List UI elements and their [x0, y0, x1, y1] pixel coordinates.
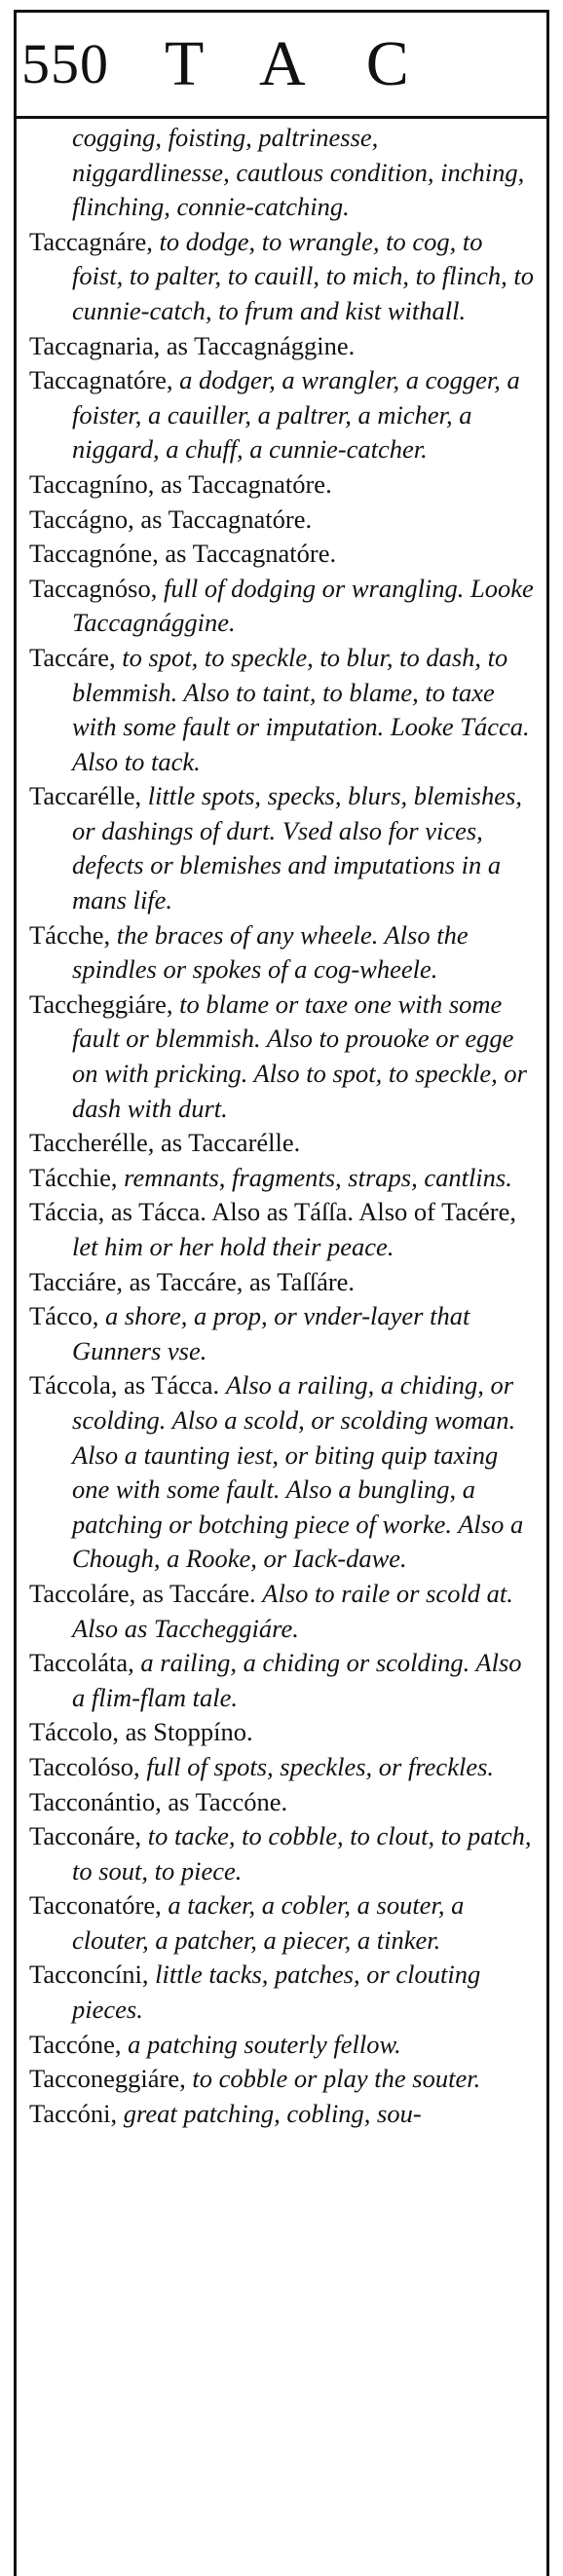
entry-definition: full of dodging or wrangling. Looke Taccagnággine.: [72, 573, 534, 638]
dictionary-entry: [29, 988, 540, 1126]
entry-headword: Taccagníno, as Taccagnatóre.: [29, 468, 332, 499]
entry-definition: remnants, fragments, straps, cantlins.: [124, 1162, 512, 1192]
entry-definition: a tacker, a cobler, a souter, a clouter, a patcher, a piecer, a tinker.: [72, 1890, 465, 1955]
entry-definition: a shore, a prop, or vnder-layer that Gunners vse.: [72, 1301, 470, 1365]
entry-headword: Tacconatóre,: [29, 1890, 162, 1921]
entry-definition: a railing, a chiding or scolding. Also a flim-flam tale.: [72, 1648, 522, 1712]
entry-headword: Tácco,: [29, 1301, 99, 1331]
entry-definition: to dodge, to wrangle, to cog, to foist, to palter, to cauill, to mich, to flinch, to cunnie-catch, to frum and kist withall.: [72, 226, 535, 325]
dictionary-entry: [29, 1299, 540, 1368]
dictionary-entry: [29, 1126, 540, 1161]
dictionary-entry: [29, 918, 540, 988]
dictionary-entry: [29, 503, 540, 538]
entry-headword: Taccágno, as Taccagnatóre.: [29, 504, 313, 534]
entry-headword: Taccagnóso,: [29, 573, 158, 603]
left-border-rule: [14, 10, 17, 2576]
entry-definition: little spots, specks, blurs, blemishes, or dashings of durt. Vsed also for vices, defects or blemishes and imputations in a mans life.: [72, 781, 522, 915]
entry-definition: a dodger, a wrangler, a cogger, a foister, a cauiller, a paltrer, a micher, a niggard, a chuff, a cunnie-catcher.: [72, 365, 520, 465]
entry-definition: the braces of any wheele. Also the spindles or spokes of a cog-wheele.: [72, 919, 469, 985]
entry-definition: let him or her hold their peace.: [72, 1232, 394, 1261]
entry-definition: a patching souterly fellow.: [128, 2029, 401, 2059]
entry-headword: Tacconcíni,: [29, 1960, 149, 1990]
entry-headword: Tacconeggiáre,: [29, 2064, 186, 2094]
entry-headword: Taccagnatóre,: [29, 365, 173, 395]
entry-headword: Taccheggiáre,: [29, 989, 173, 1019]
dictionary-entry: [29, 2097, 540, 2132]
entry-headword: Taccagnaria, as Taccagnággine.: [29, 330, 356, 360]
entry-definition: to tacke, to cobble, to clout, to patch, to sout, to piece.: [72, 1821, 532, 1885]
entry-definition: Also a railing, a chiding, or scolding. Also a scold, or scolding woman. Also a taunting iest, or biting quip taxing one with some fault. Also a bungling, a patching or botching piece of worke. Also a Chough, a Rooke, or Iack-dawe.: [72, 1370, 524, 1574]
dictionary-entry: [29, 1785, 540, 1820]
dictionary-entry: [29, 363, 540, 467]
entry-headword: Taccherélle, as Taccarélle.: [29, 1128, 301, 1158]
dictionary-entry: [29, 779, 540, 917]
dictionary-entry: [29, 1368, 540, 1577]
entry-headword: Táccola, as Tácca.: [29, 1370, 220, 1400]
entry-definition: cogging, foisting, paltrinesse, niggardlinesse, cautlous condition, inching, flinching, connie-catching.: [72, 123, 525, 222]
dictionary-entry: [29, 1888, 540, 1958]
entry-headword: Taccóni,: [29, 2098, 118, 2128]
dictionary-entry: [29, 1715, 540, 1750]
entry-definition: to cobble or play the souter.: [192, 2064, 481, 2094]
entry-definition: to blame or taxe one with some fault or blemmish. Also to prouoke or egge on with pricking. Also to spot, to speckle, or dash with durt.: [72, 989, 527, 1123]
running-head: TAC: [165, 28, 469, 99]
entry-headword: Taccarélle,: [29, 781, 142, 811]
entry-headword: Tácchie,: [29, 1162, 118, 1192]
entry-headword: Taccagnóne, as Taccagnatóre.: [29, 539, 337, 569]
entry-headword: Taccagnáre,: [29, 226, 153, 256]
dictionary-entry: [29, 1577, 540, 1646]
entry-definition: little tacks, patches, or clouting pieces.: [72, 1960, 481, 2025]
dictionary-entry: [29, 1958, 540, 2027]
entry-definition: full of spots, speckles, or freckles.: [146, 1751, 495, 1781]
dictionary-entry: [29, 2028, 540, 2063]
entry-list: [29, 121, 540, 2131]
dictionary-entry: [29, 1265, 540, 1300]
dictionary-entry: [29, 1646, 540, 1715]
dictionary-entry: [29, 121, 540, 225]
dictionary-entry: [29, 641, 540, 779]
dictionary-entry: [29, 1750, 540, 1785]
entry-headword: Taccóne,: [29, 2029, 122, 2059]
entry-headword: Tacciáre, as Taccáre, as Taſſáre.: [29, 1266, 356, 1296]
page-header: [14, 10, 549, 119]
entry-definition: to spot, to speckle, to blur, to dash, to blemmish. Also to taint, to blame, to taxe with some fault or imputation. Looke Tácca. Also to tack.: [72, 642, 530, 776]
entry-headword: Taccáre,: [29, 642, 116, 672]
dictionary-entry: [29, 1819, 540, 1888]
entry-headword: Táccolo, as Stoppíno.: [29, 1717, 253, 1747]
entry-definition: Also to raile or scold at. Also as Taccheggiáre.: [72, 1578, 513, 1643]
entry-headword: Taccoláta,: [29, 1648, 134, 1678]
entry-headword: Taccoláre, as Taccáre.: [29, 1578, 256, 1608]
dictionary-entry: [29, 467, 540, 503]
page-number: 550: [21, 32, 109, 95]
right-border-rule: [546, 10, 549, 2576]
dictionary-entry: [29, 1195, 540, 1264]
entry-headword: Tácche,: [29, 919, 111, 950]
entry-headword: Tacconáre,: [29, 1821, 142, 1851]
dictionary-entry: [29, 329, 540, 364]
dictionary-entry: [29, 225, 540, 329]
entry-definition: great patching, cobling, sou-: [123, 2098, 422, 2128]
entry-headword: Taccolóso,: [29, 1751, 140, 1781]
entry-headword: Táccia, as Tácca. Also as Táſſa. Also of Tacére,: [29, 1197, 516, 1227]
dictionary-entry: [29, 572, 540, 641]
dictionary-entry: [29, 537, 540, 572]
dictionary-entry: [29, 2062, 540, 2097]
entry-headword: Tacconántio, as Taccóne.: [29, 1786, 288, 1816]
dictionary-entry: [29, 1161, 540, 1196]
